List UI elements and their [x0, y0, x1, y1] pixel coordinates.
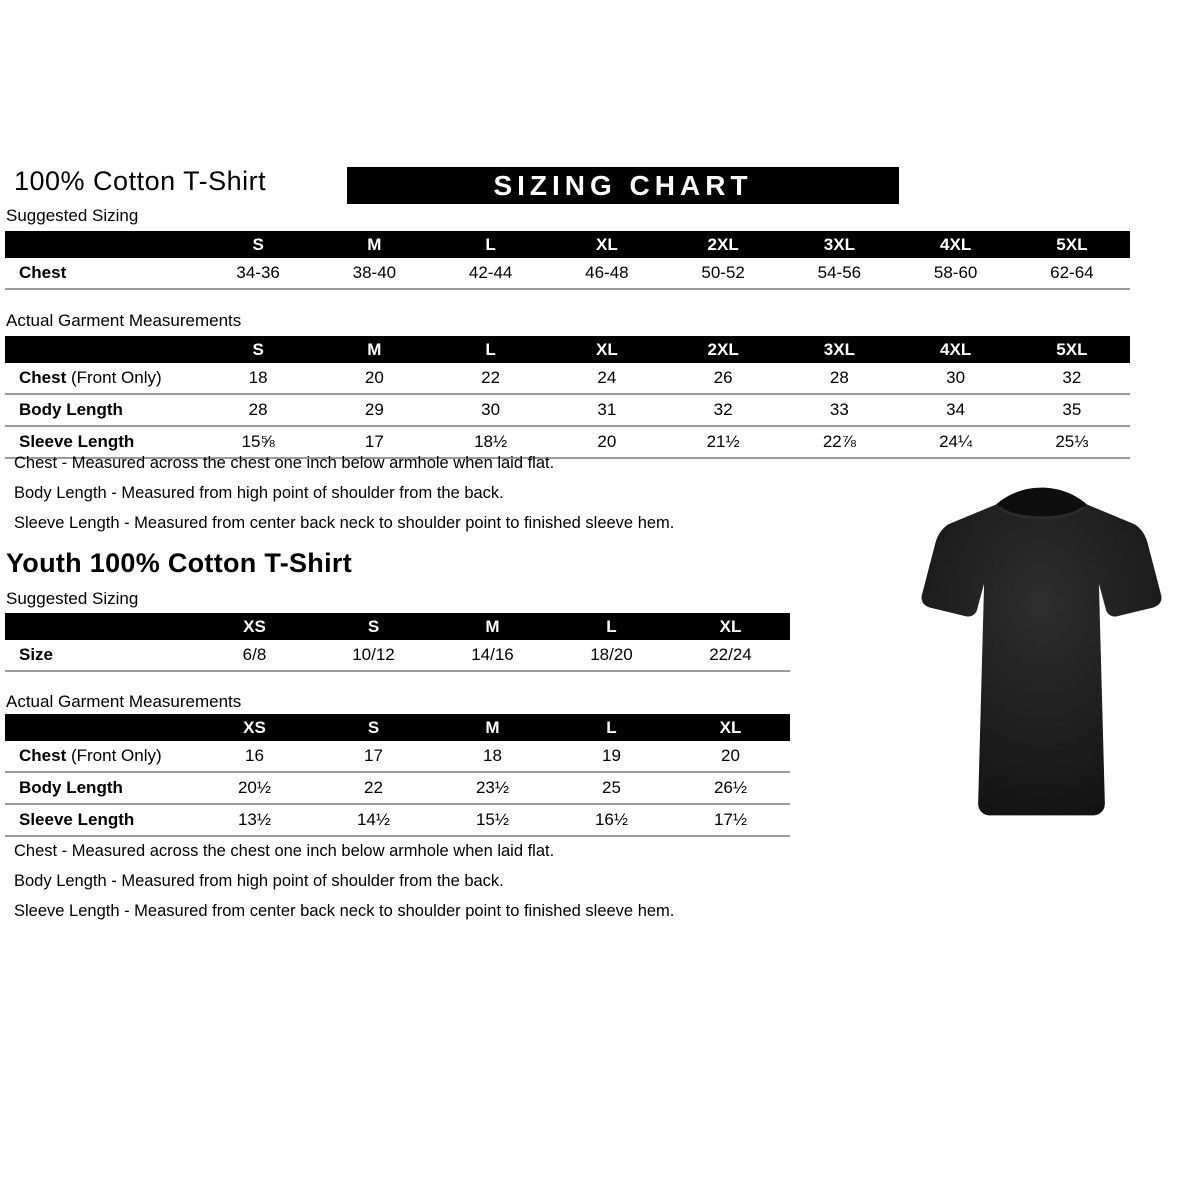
measurement-cell: 6/8: [242, 645, 267, 664]
note-sleeve-length: Sleeve Length - Measured from center back neck to shoulder point to finished sleeve hem.: [14, 902, 675, 920]
youth-size-header-row: [5, 613, 790, 640]
measurement-cell: 33: [829, 400, 849, 419]
youth-size-header-row: [5, 714, 790, 741]
size-col-header: 2XL: [665, 231, 781, 258]
size-col-header: L: [552, 714, 671, 741]
measurement-cell: 15⅝: [241, 432, 275, 451]
measurement-cell: 18/20: [590, 645, 633, 664]
measurement-cell: 35: [1062, 400, 1082, 419]
size-col-header-empty: [5, 231, 200, 258]
table-row-body-length: [5, 772, 790, 804]
measurement-cell: 20: [597, 432, 617, 451]
row-label: Body Length: [19, 778, 123, 797]
measurement-cell: 32: [1062, 368, 1082, 387]
table-row-chest: [5, 258, 1130, 289]
measurement-cell: 42-44: [468, 263, 513, 282]
measurement-cell: 21½: [706, 432, 740, 451]
size-col-header: 4XL: [898, 231, 1014, 258]
table-row-chest: [5, 741, 790, 772]
size-col-header: XL: [671, 714, 790, 741]
measurement-cell: 32: [713, 400, 733, 419]
size-col-header: 5XL: [1014, 336, 1130, 363]
row-label-suffix: (Front Only): [66, 746, 162, 765]
row-label: Size: [19, 645, 54, 664]
size-col-header-empty: [5, 336, 200, 363]
size-col-header: 5XL: [1014, 231, 1130, 258]
measurement-cell: 18: [483, 746, 502, 765]
sizing-chart-banner: SIZING CHART: [347, 167, 899, 204]
youth-actual-measurements-label: Actual Garment Measurements: [6, 692, 242, 711]
measurement-cell: 22⅞: [822, 432, 856, 451]
adult-size-header-row: [5, 336, 1130, 363]
size-col-header: M: [316, 231, 432, 258]
size-col-header: XL: [549, 336, 665, 363]
measurement-cell: 25: [602, 778, 621, 797]
row-label: Sleeve Length: [19, 432, 135, 451]
measurement-cell: 38-40: [352, 263, 397, 282]
measurement-cell: 18: [248, 368, 268, 387]
measurement-cell: 24: [597, 368, 617, 387]
size-col-header: S: [314, 613, 433, 640]
note-sleeve-length: Sleeve Length - Measured from center back neck to shoulder point to finished sleeve hem.: [14, 514, 675, 532]
note-body-length: Body Length - Measured from high point of shoulder from the back.: [14, 872, 504, 890]
table-row-sleeve-length: [5, 804, 790, 836]
measurement-cell: 50-52: [701, 263, 745, 282]
youth-notes: [14, 836, 674, 926]
size-col-header: S: [314, 714, 433, 741]
adult-suggested-sizing-label: Suggested Sizing: [6, 206, 139, 225]
measurement-cell: 22: [481, 368, 501, 387]
measurement-cell: 10/12: [352, 645, 395, 664]
measurement-cell: 16½: [594, 810, 629, 829]
size-col-header-empty: [5, 613, 195, 640]
measurement-cell: 28: [829, 368, 849, 387]
measurement-cell: 20: [721, 746, 740, 765]
size-col-header: 4XL: [898, 336, 1014, 363]
size-col-header: XL: [671, 613, 790, 640]
adult-size-header-row: [5, 231, 1130, 258]
table-row-body-length: [5, 394, 1130, 426]
size-col-header: L: [433, 231, 549, 258]
note-chest: Chest - Measured across the chest one inch below armhole when laid flat.: [14, 842, 555, 860]
measurement-cell: 24¼: [939, 432, 973, 451]
measurement-cell: 62-64: [1050, 263, 1094, 282]
youth-actual-table: [5, 714, 790, 837]
youth-suggested-table: [5, 613, 790, 672]
adult-actual-table: [5, 336, 1130, 459]
measurement-cell: 22/24: [709, 645, 752, 664]
measurement-cell: 54-56: [817, 263, 862, 282]
measurement-cell: 20: [364, 368, 384, 387]
size-col-header: 3XL: [781, 336, 897, 363]
adult-notes: [14, 448, 674, 538]
measurement-cell: 34: [946, 400, 966, 419]
size-col-header: L: [433, 336, 549, 363]
measurement-cell: 13½: [237, 810, 272, 829]
measurement-cell: 29: [364, 400, 384, 419]
measurement-cell: 25⅓: [1055, 432, 1089, 451]
measurement-cell: 19: [602, 746, 621, 765]
measurement-cell: 30: [481, 400, 501, 419]
size-col-header: M: [433, 714, 552, 741]
row-label: Chest: [19, 263, 67, 282]
row-label: Body Length: [19, 400, 123, 419]
size-col-header: XS: [195, 714, 314, 741]
measurement-cell: 30: [946, 368, 966, 387]
row-label-suffix: (Front Only): [66, 368, 162, 387]
table-row-chest: [5, 363, 1130, 394]
measurement-cell: 58-60: [933, 263, 978, 282]
adult-actual-measurements-label: Actual Garment Measurements: [6, 311, 242, 330]
measurement-cell: 20½: [237, 778, 272, 797]
tshirt-photo: [893, 476, 1190, 828]
measurement-cell: 17: [364, 432, 384, 451]
size-col-header: 3XL: [781, 231, 897, 258]
measurement-cell: 34-36: [236, 263, 280, 282]
size-col-header: M: [316, 336, 432, 363]
measurement-cell: 14/16: [471, 645, 514, 664]
table-row-size: [5, 640, 790, 671]
measurement-cell: 28: [248, 400, 268, 419]
row-label: Chest (Front Only): [19, 746, 162, 765]
measurement-cell: 14½: [356, 810, 391, 829]
youth-suggested-sizing-label: Suggested Sizing: [6, 589, 139, 608]
measurement-cell: 17½: [713, 810, 748, 829]
size-col-header: 2XL: [665, 336, 781, 363]
measurement-cell: 16: [245, 746, 264, 765]
measurement-cell: 26½: [713, 778, 748, 797]
row-label: Chest (Front Only): [19, 368, 162, 387]
measurement-cell: 18½: [474, 432, 508, 451]
black-tshirt-graphic: [893, 476, 1190, 828]
size-col-header: M: [433, 613, 552, 640]
size-col-header: S: [200, 231, 316, 258]
youth-section-title: Youth 100% Cotton T-Shirt: [6, 548, 352, 578]
size-col-header: XS: [195, 613, 314, 640]
measurement-cell: 17: [364, 746, 383, 765]
size-col-header: L: [552, 613, 671, 640]
measurement-cell: 23½: [475, 778, 510, 797]
measurement-cell: 26: [713, 368, 733, 387]
measurement-cell: 31: [597, 400, 617, 419]
measurement-cell: 46-48: [585, 263, 629, 282]
size-col-header: XL: [549, 231, 665, 258]
adult-suggested-table: [5, 231, 1130, 290]
note-body-length: Body Length - Measured from high point of shoulder from the back.: [14, 484, 504, 502]
adult-section-title: 100% Cotton T-Shirt: [14, 166, 267, 196]
row-label: Sleeve Length: [19, 810, 135, 829]
measurement-cell: 22: [364, 778, 383, 797]
size-col-header-empty: [5, 714, 195, 741]
measurement-cell: 15½: [475, 810, 510, 829]
size-col-header: S: [200, 336, 316, 363]
note-chest: Chest - Measured across the chest one inch below armhole when laid flat.: [14, 454, 555, 472]
